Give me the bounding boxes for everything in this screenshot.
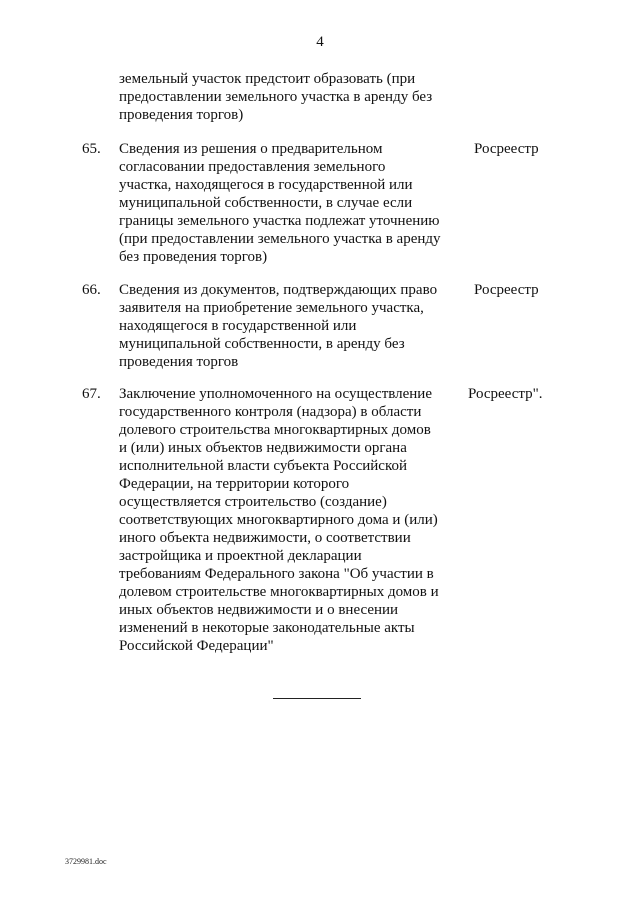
text-line: иных объектов недвижимости и о внесении [119,602,399,618]
text-line: иного объекта недвижимости, о соответствии [119,530,411,546]
text-line: долевом строительстве многоквартирных домов и [119,584,439,600]
row-number: 67. [82,386,101,402]
text-line: (при предоставлении земельного участка в аренду [119,231,441,247]
text-line: заявителя на приобретение земельного участка, [119,300,424,316]
text-line: долевого строительства многоквартирных домов [119,422,431,438]
row-number: 66. [82,282,101,298]
text-line: земельный участок предстоит образовать (при [119,71,416,87]
text-line: муниципальной собственности, в аренду без [119,336,405,352]
text-line: соответствующих многоквартирного дома и (или) [119,512,438,528]
row-number: 65. [82,141,101,157]
row-text [119,385,455,655]
text-line: Российской Федерации" [119,638,274,654]
end-rule [273,698,361,699]
row-text [119,281,455,371]
text-line: застройщика и проектной декларации [119,548,362,564]
text-line: Сведения из документов, подтверждающих право [119,282,438,298]
text-line: изменений в некоторые законодательные акты [119,620,415,636]
text-line: осуществляется строительство (создание) [119,494,387,510]
text-line: предоставлении земельного участка в аренду без [119,89,433,105]
text-line: проведения торгов) [119,107,244,123]
text-line: требованиям Федерального закона "Об участии в [119,566,434,582]
text-line: находящегося в государственной или [119,318,357,334]
row-continuation-text [119,70,455,124]
row-agency: Росреестр [474,282,539,298]
text-line: согласовании предоставления земельного [119,159,386,175]
text-line: без проведения торгов) [119,249,268,265]
text-line: участка, находящегося в государственной или [119,177,413,193]
row-text [119,140,455,266]
row-agency: Росреестр [474,141,539,157]
text-line: Федерации, на территории которого [119,476,350,492]
text-line: муниципальной собственности, в случае если [119,195,413,211]
text-line: Сведения из решения о предварительном [119,141,383,157]
text-line: исполнительной власти субъекта Российской [119,458,408,474]
text-line: и (или) иных объектов недвижимости органа [119,440,407,456]
text-line: проведения торгов [119,354,239,370]
page-number: 4 [316,34,324,50]
text-line: границы земельного участка подлежат уточнению [119,213,440,229]
row-agency: Росреестр". [468,386,543,402]
text-line: Заключение уполномоченного на осуществление [119,386,432,402]
text-line: государственного контроля (надзора) в области [119,404,422,420]
footer-filename: 3729981.doc [65,857,107,866]
